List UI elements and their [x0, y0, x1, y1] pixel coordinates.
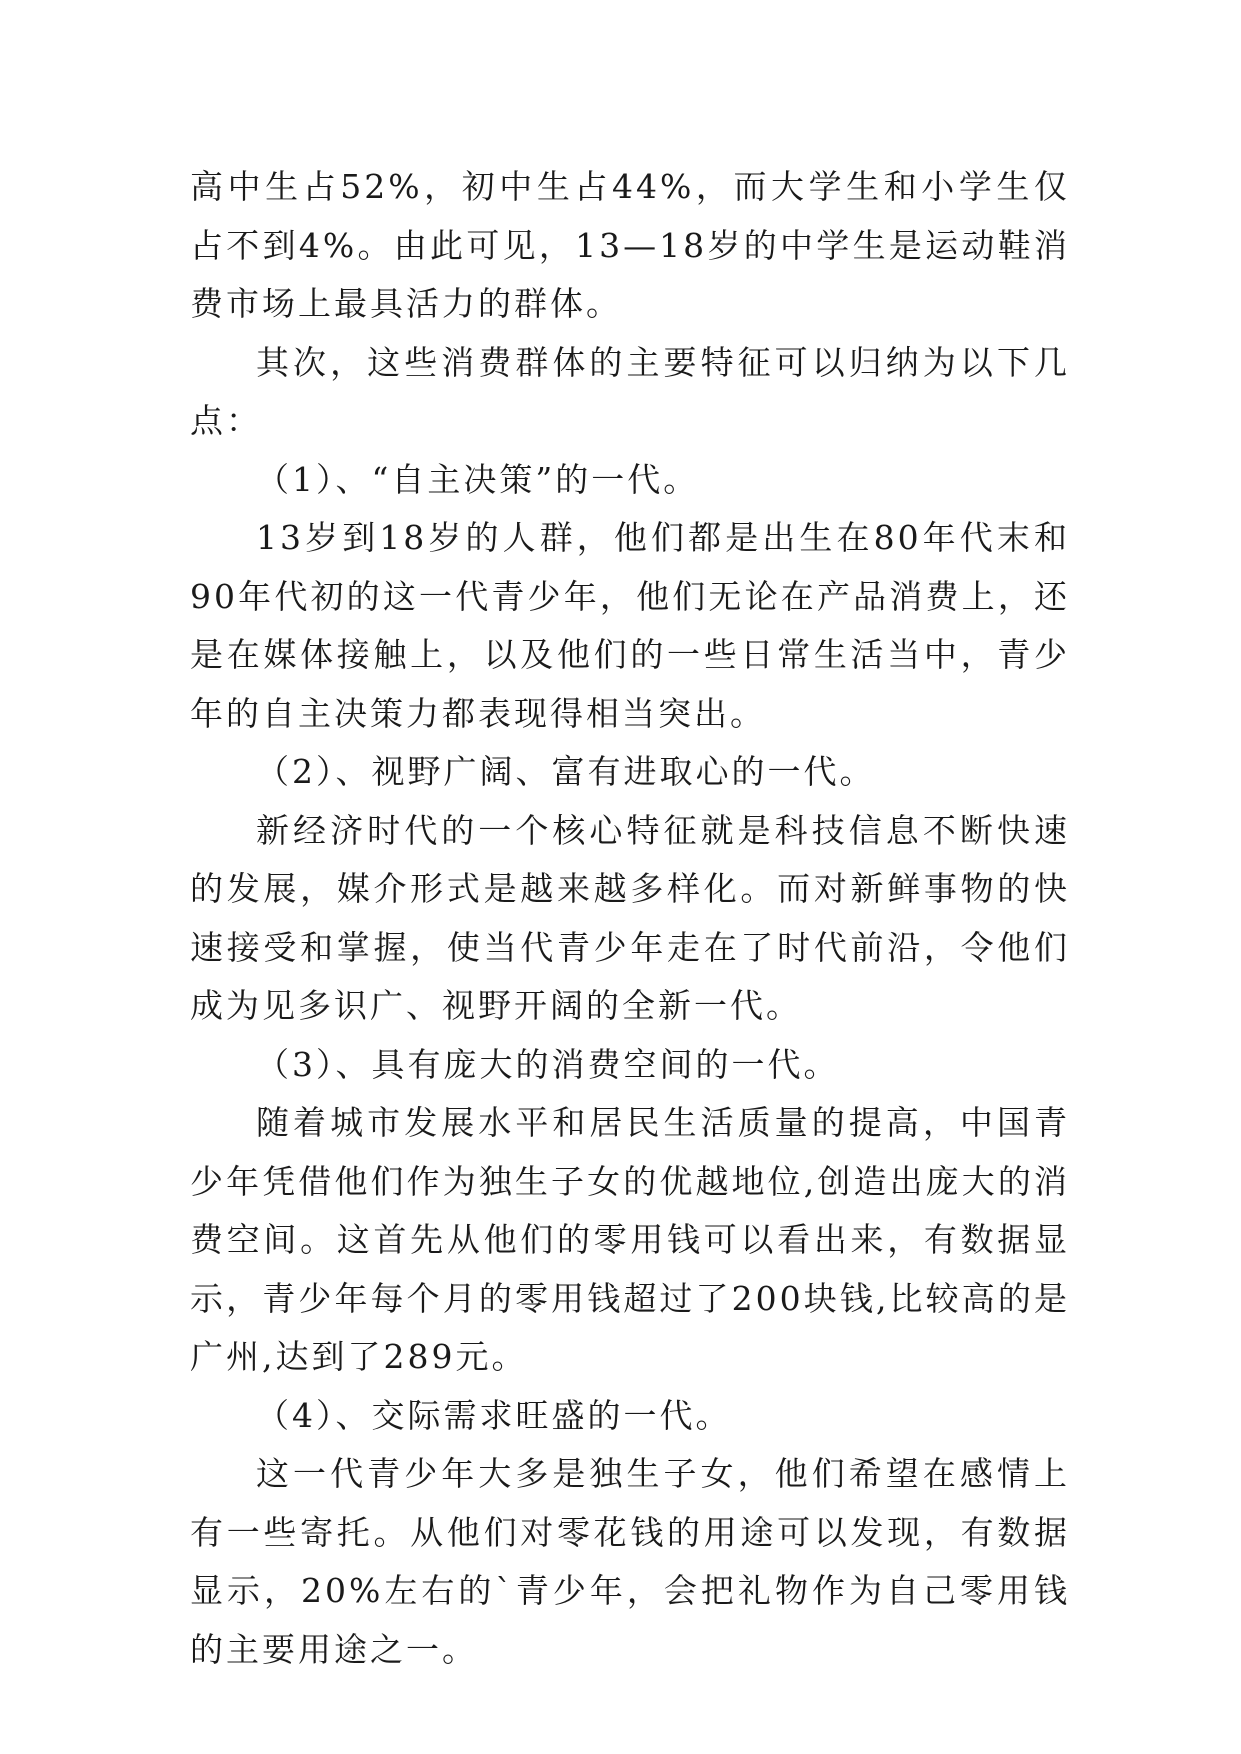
feature-heading-3: （3）、具有庞大的消费空间的一代。 — [256, 1044, 840, 1084]
feature-heading-4: （4）、交际需求旺盛的一代。 — [256, 1395, 732, 1435]
paragraph-feature-4: 这一代青少年大多是独生子女，他们希望在感情上有一些寄托。从他们对零花钱的用途可以发现，有数据显示，20%左右的`青少年，会把礼物作为自己零用钱的主要用途之一。 — [190, 1454, 1070, 1669]
paragraph-feature-1: 13岁到18岁的人群，他们都是出生在80年代末和90年代初的这一代青少年，他们无论在产品消费上，还是在媒体接触上，以及他们的一些日常生活当中，青少年的自主决策力都表现得相当突出。 — [190, 518, 1070, 733]
paragraph-feature-3: 随着城市发展水平和居民生活质量的提高，中国青少年凭借他们作为独生子女的优越地位,创造出庞大的消费空间。这首先从他们的零用钱可以看出来，有数据显示，青少年每个月的零用钱超过了200块钱,比较高的是广州,达到了289元。 — [190, 1103, 1070, 1376]
paragraph-age-share: 高中生占52%，初中生占44%，而大学生和小学生仅占不到4%。由此可见，13—18岁的中学生是运动鞋消费市场上最具活力的群体。 — [190, 167, 1070, 323]
body-text — [190, 158, 1070, 1679]
feature-heading-2: （2）、视野广阔、富有进取心的一代。 — [256, 752, 876, 791]
feature-heading-1: （1）、“自主决策”的一代。 — [256, 459, 700, 499]
paragraph-feature-2: 新经济时代的一个核心特征就是科技信息不断快速的发展，媒介形式是越来越多样化。而对新鲜事物的快速接受和掌握，使当代青少年走在了时代前沿，令他们成为见多识广、视野开阔的全新一代。 — [190, 810, 1070, 1025]
paragraph-features-intro: 其次，这些消费群体的主要特征可以归纳为以下几点： — [190, 342, 1070, 440]
